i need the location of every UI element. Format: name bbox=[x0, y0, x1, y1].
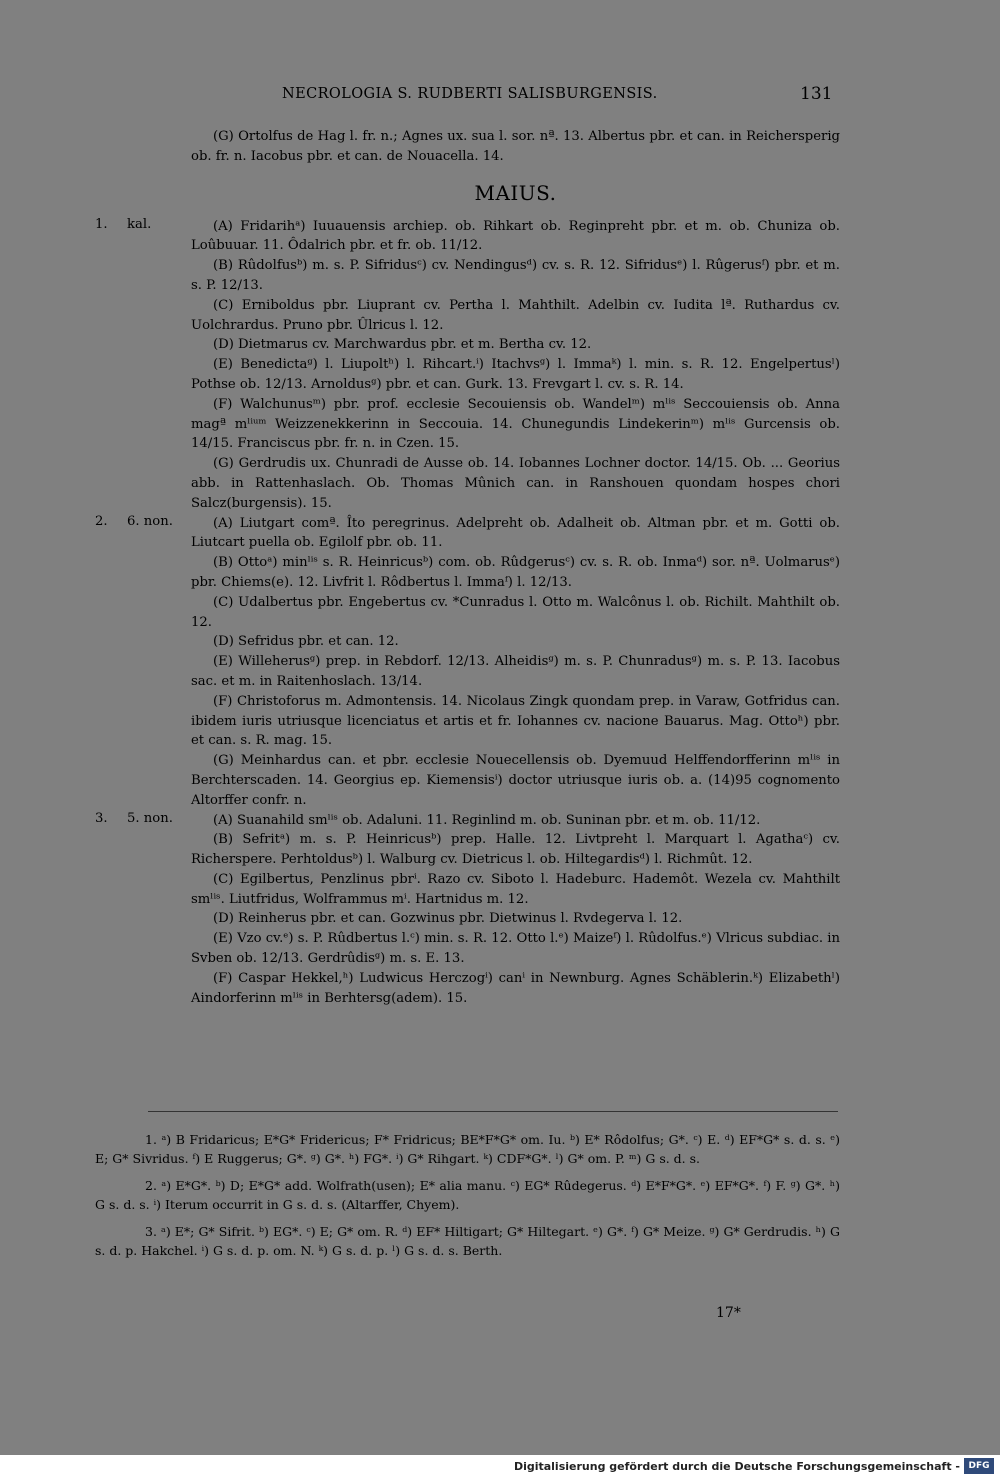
entry-paragraph: (B) Rûdolfusᵇ) m. s. P. Sifridusᶜ) cv. Nendingusᵈ) cv. s. R. 12. Sifridusᵉ) l. Rûgerusᶠ) pbr. et m. s. P. 12/13. bbox=[191, 258, 840, 293]
day-label: kal. bbox=[127, 216, 152, 232]
day-label: 5. non. bbox=[127, 810, 173, 826]
entry-paragraph: (F) Caspar Hekkel,ʰ) Ludwicus Herczogⁱ) canⁱ in Newnburg. Agnes Schäblerin.ᵏ) Elizabethˡ) Aindorferinn mˡⁱˢ in Berhtersg(adem). 15. bbox=[191, 970, 840, 1006]
dfg-logo-icon: DFG bbox=[964, 1458, 994, 1474]
entry-paragraph: (B) Sefritᵃ) m. s. P. Heinricusᵇ) prep. Halle. 12. Livtpreht l. Marquart l. Agathaᶜ) cv. Richerspere. Perhtoldusᵇ) l. Walburg cv. Dietricus l. ob. Hiltegardisᵈ) l. Richmût. 12. bbox=[191, 832, 840, 868]
entry-paragraph: (C) Erniboldus pbr. Liuprant cv. Pertha l. Mahthilt. Adelbin cv. Iudita lª. Ruthardus cv. Uolchrardus. Pruno pbr. Ûlricus l. 12. bbox=[191, 297, 840, 333]
day-label: 6. non. bbox=[127, 513, 173, 529]
entry-paragraph: (C) Egilbertus, Penzlinus pbrⁱ. Razo cv. Siboto l. Hadeburc. Hademôt. Wezela cv. Mahthilt smˡⁱˢ. Liutfridus, Wolframmus mⁱ. Hartnidus m. 12. bbox=[191, 871, 840, 907]
funding-notice: Digitalisierung gefördert durch die Deutsche Forschungsgemeinschaft - bbox=[513, 1460, 960, 1473]
page-header bbox=[0, 86, 1000, 108]
intro-paragraph: (G) Ortolfus de Hag l. fr. n.; Agnes ux. sua l. sor. nª. 13. Albertus pbr. et can. in Reichersperig ob. fr. n. Iacobus pbr. et can. de Nouacella. 14. bbox=[191, 129, 840, 164]
entry-paragraph: (A) Suanahild smˡⁱˢ ob. Adaluni. 11. Reginlind m. ob. Suninan pbr. et m. ob. 11/12. bbox=[213, 812, 761, 828]
footnote: 1. ᵃ) B Fridaricus; E*G* Fridericus; F* Fridricus; BE*F*G* om. Iu. ᵇ) E* Rôdolfus; G*. ᶜ) E. ᵈ) EF*G* s. d. s. ᵉ) E; G* Sivridus. ᶠ) E Ruggerus; G*. ᵍ) G*. ʰ) FG*. ⁱ) G* Rihgart. ᵏ) CDF*G*. ˡ) G* om. P. ᵐ) G s. d. s. bbox=[95, 1132, 840, 1166]
signature-mark: 17* bbox=[716, 1305, 741, 1321]
entry-paragraph: (G) Gerdrudis ux. Chunradi de Ausse ob. 14. Iobannes Lochner doctor. 14/15. Ob. ... Georius abb. in Rattenhaslach. Ob. Thomas Mûnich can. in Ranshouen quondam hospes chori Salcz(burgensis). 15. bbox=[191, 456, 840, 511]
entry-paragraph: (F) Christoforus m. Admontensis. 14. Nicolaus Zingk quondam prep. in Varaw, Gotfridus can. ibidem iuris utriusque licenciatus et artis et fr. Iohannes cv. nacione Bauarus. Mag. Ottoʰ) pbr. et can. s. R. mag. 15. bbox=[191, 693, 840, 749]
footnotes bbox=[95, 1130, 840, 1260]
entry-paragraph: (E) Benedictaᵍ) l. Liupoltʰ) l. Rihcart.ⁱ) Itachvsᵍ) l. Immaᵏ) l. min. s. R. 12. Engelpertusˡ) Pothse ob. 12/13. Arnoldusᵍ) pbr. et can. Gurk. 13. Frevgart l. cv. s. R. 14. bbox=[191, 357, 840, 392]
entry-paragraph: (E) Willeherusᵍ) prep. in Rebdorf. 12/13. Alheidisᵍ) m. s. P. Chunradusᵍ) m. s. P. 13. Iacobus sac. et m. in Raitenhoslach. 13/14. bbox=[191, 654, 840, 689]
running-title: NECROLOGIA S. RUDBERTI SALISBURGENSIS. bbox=[282, 86, 658, 102]
entry-paragraph: (G) Meinhardus can. et pbr. ecclesie Nouecellensis ob. Dyemuud Helffendorfferinn mˡⁱˢ in Berchterscaden. 14. Georgius ep. Kiemensisⁱ) doctor utriusque iuris ob. a. (14)95 cognomento Altorffer confr. n. bbox=[191, 753, 840, 808]
footnote-divider bbox=[148, 1111, 838, 1112]
footer-bar bbox=[0, 1455, 1000, 1479]
entry-paragraph: (D) Reinherus pbr. et can. Gozwinus pbr. Dietwinus l. Rvdegerva l. 12. bbox=[213, 911, 683, 927]
entry-paragraph: (A) Fridarihᵃ) Iuuauensis archiep. ob. Rihkart ob. Reginpreht pbr. et m. ob. Chuniza ob. Loûbuuar. 11. Ôdalrich pbr. et fr. ob. 11/12. bbox=[191, 218, 840, 254]
day-entry bbox=[95, 217, 840, 514]
main-text bbox=[95, 127, 840, 1008]
entry-paragraph: (E) Vzo cv.ᵉ) s. P. Rûdbertus l.ᶜ) min. s. R. 12. Otto l.ᵉ) Maizeᶠ) l. Rûdolfus.ᵉ) Vlricus subdiac. in Svben ob. 12/13. Gerdrûdisᵍ) m. s. E. 13. bbox=[191, 931, 840, 967]
entry-paragraph: (F) Walchunusᵐ) pbr. prof. ecclesie Secouiensis ob. Wandelᵐ) mˡⁱˢ Seccouiensis ob. Anna magª mˡⁱᵘᵐ Weizzenekkerinn in Seccouia. 14. Chunegundis Lindekerinᵐ) mˡⁱˢ Gurcensis ob. 14/15. Franciscus pbr. fr. n. in Czen. 15. bbox=[191, 396, 840, 452]
entry-paragraph: (A) Liutgart comª. Îto peregrinus. Adelpreht ob. Adalheit ob. Altman pbr. et m. Gotti ob. Liutcart puella ob. Egilolf pbr. ob. 11. bbox=[191, 515, 840, 551]
entry-paragraph: (D) Dietmarus cv. Marchwardus pbr. et m. Bertha cv. 12. bbox=[213, 337, 592, 353]
entry-paragraph: (B) Ottoᵃ) minˡⁱˢ s. R. Heinricusᵇ) com. ob. Rûdgerusᶜ) cv. s. R. ob. Inmaᵈ) sor. nª. Uolmarusᵉ) pbr. Chiems(e). 12. Livfrit l. Rôdbertus l. Immaᶠ) l. 12/13. bbox=[191, 555, 840, 590]
day-entry bbox=[95, 811, 840, 1009]
month-heading: MAIUS. bbox=[474, 180, 557, 205]
footnote: 3. ᵃ) E*; G* Sifrit. ᵇ) EG*. ᶜ) E; G* om. R. ᵈ) EF* Hiltigart; G* Hiltegart. ᵉ) G*. ᶠ) G* Meize. ᵍ) G* Gerdrudis. ʰ) G s. d. p. Hakchel. ⁱ) G s. d. p. om. N. ᵏ) G s. d. p. ˡ) G s. d. s. Berth. bbox=[95, 1224, 840, 1258]
footnote: 2. ᵃ) E*G*. ᵇ) D; E*G* add. Wolfrath(usen); E* alia manu. ᶜ) EG* Rûdegerus. ᵈ) E*F*G*. ᵉ) EF*G*. ᶠ) F. ᵍ) G*. ʰ) G s. d. s. ⁱ) Iterum occurrit in G s. d. s. (Altarffer, Chyem). bbox=[95, 1178, 840, 1212]
day-number: 2. bbox=[95, 513, 108, 529]
entry-paragraph: (D) Sefridus pbr. et can. 12. bbox=[213, 634, 399, 650]
day-number: 1. bbox=[95, 216, 108, 232]
day-entry bbox=[95, 514, 840, 811]
page-number: 131 bbox=[800, 84, 833, 104]
day-number: 3. bbox=[95, 810, 108, 826]
entry-paragraph: (C) Udalbertus pbr. Engebertus cv. *Cunradus l. Otto m. Walcônus l. ob. Richilt. Mahthilt ob. 12. bbox=[191, 594, 840, 630]
